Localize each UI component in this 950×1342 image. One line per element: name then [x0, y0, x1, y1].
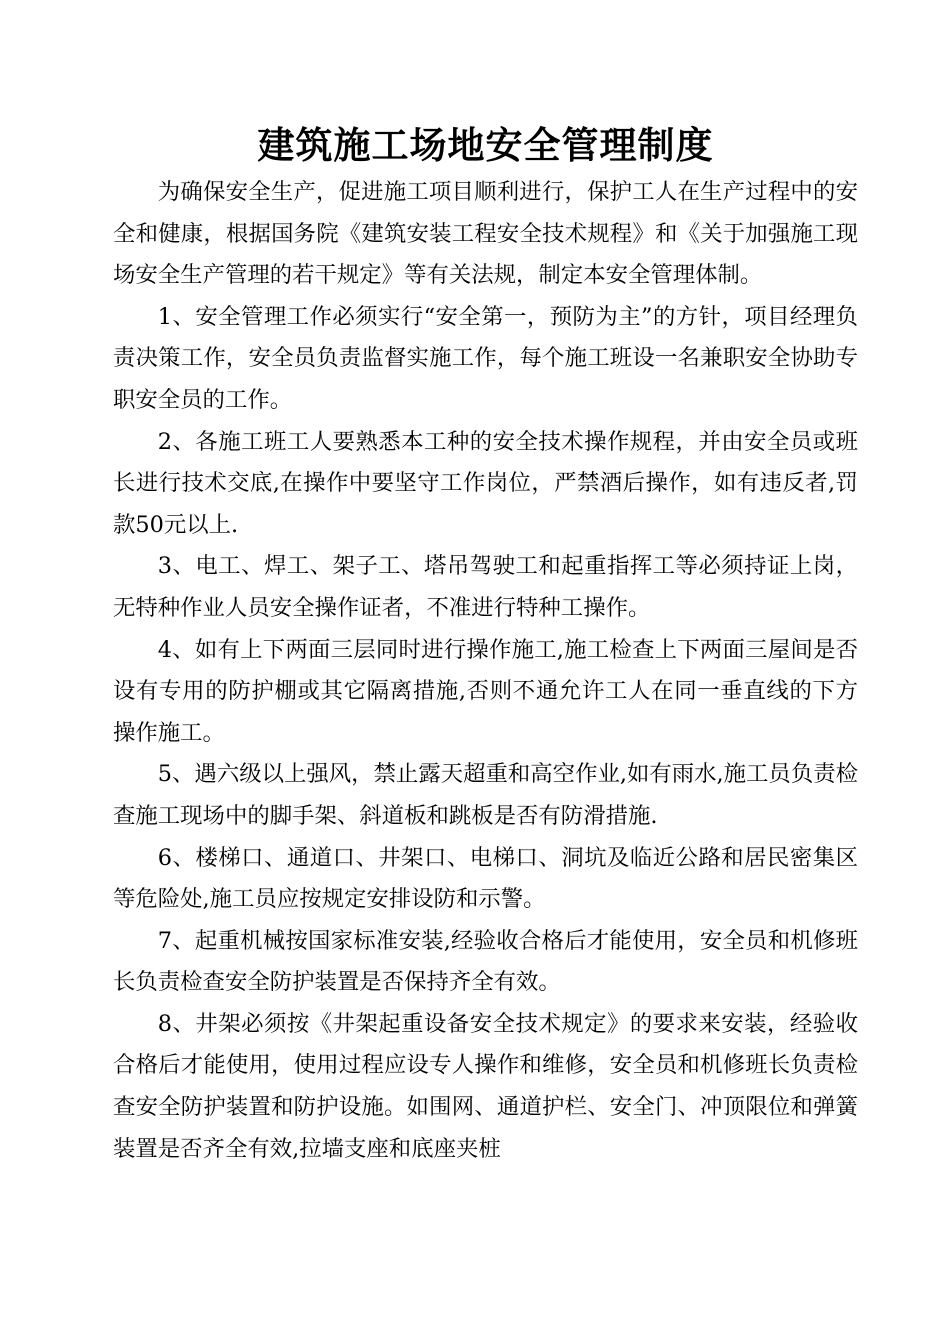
- paragraph-rule-7: 7、起重机械按国家标准安装,经验收合格后才能使用，安全员和机修班长负责检查安全防护装置是否保持齐全有效。: [113, 927, 858, 996]
- paragraph-rule-2: 2、各施工班工人要熟悉本工种的安全技术操作规程，并由安全员或班长进行技术交底,在操作中要坚守工作岗位，严禁酒后操作，如有违反者,罚款50元以上.: [113, 428, 858, 538]
- paragraph-rule-4: 4、如有上下两面三层同时进行操作施工,施工检查上下两面三屋间是否设有专用的防护棚或其它隔离措施,否则不通允许工人在同一垂直线的下方操作施工。: [113, 636, 858, 746]
- paragraph-rule-5: 5、遇六级以上强风，禁止露天超重和高空作业,如有雨水,施工员负责检查施工现场中的脚手架、斜道板和跳板是否有防滑措施.: [113, 761, 858, 829]
- document-title: 建筑施工场地安全管理制度: [257, 124, 714, 167]
- document-page: [113, 118, 858, 1170]
- paragraph-rule-6: 6、楼梯口、通道口、井架口、电梯口、洞坑及临近公路和居民密集区等危险处,施工员应按规定安排设防和示警。: [113, 844, 858, 913]
- paragraph-intro: 为确保安全生产，促进施工项目顺利进行，保护工人在生产过程中的安全和健康，根据国务院《建筑安装工程安全技术规程》和《关于加强施工现场安全生产管理的若干规定》等有关法规，制定本安全管理体制。: [113, 179, 858, 289]
- paragraph-rule-8: 8、井架必须按《井架起重设备安全技术规定》的要求来安装，经验收合格后才能使用，使用过程应设专人操作和维修，安全员和机修班长负责检查安全防护装置和防护设施。如围网、通道护栏、安全门、冲顶限位和弹簧装置是否齐全有效,拉墙支座和底座夹桩: [113, 1010, 858, 1162]
- paragraph-rule-1: 1、安全管理工作必须实行“安全第一，预防为主”的方针，项目经理负责决策工作，安全员负责监督实施工作，每个施工班设一名兼职安全协助专职安全员的工作。: [113, 303, 858, 413]
- paragraph-rule-3: 3、电工、焊工、架子工、塔吊驾驶工和起重指挥工等必须持证上岗，无特种作业人员安全操作证者，不准进行特种工操作。: [113, 553, 858, 621]
